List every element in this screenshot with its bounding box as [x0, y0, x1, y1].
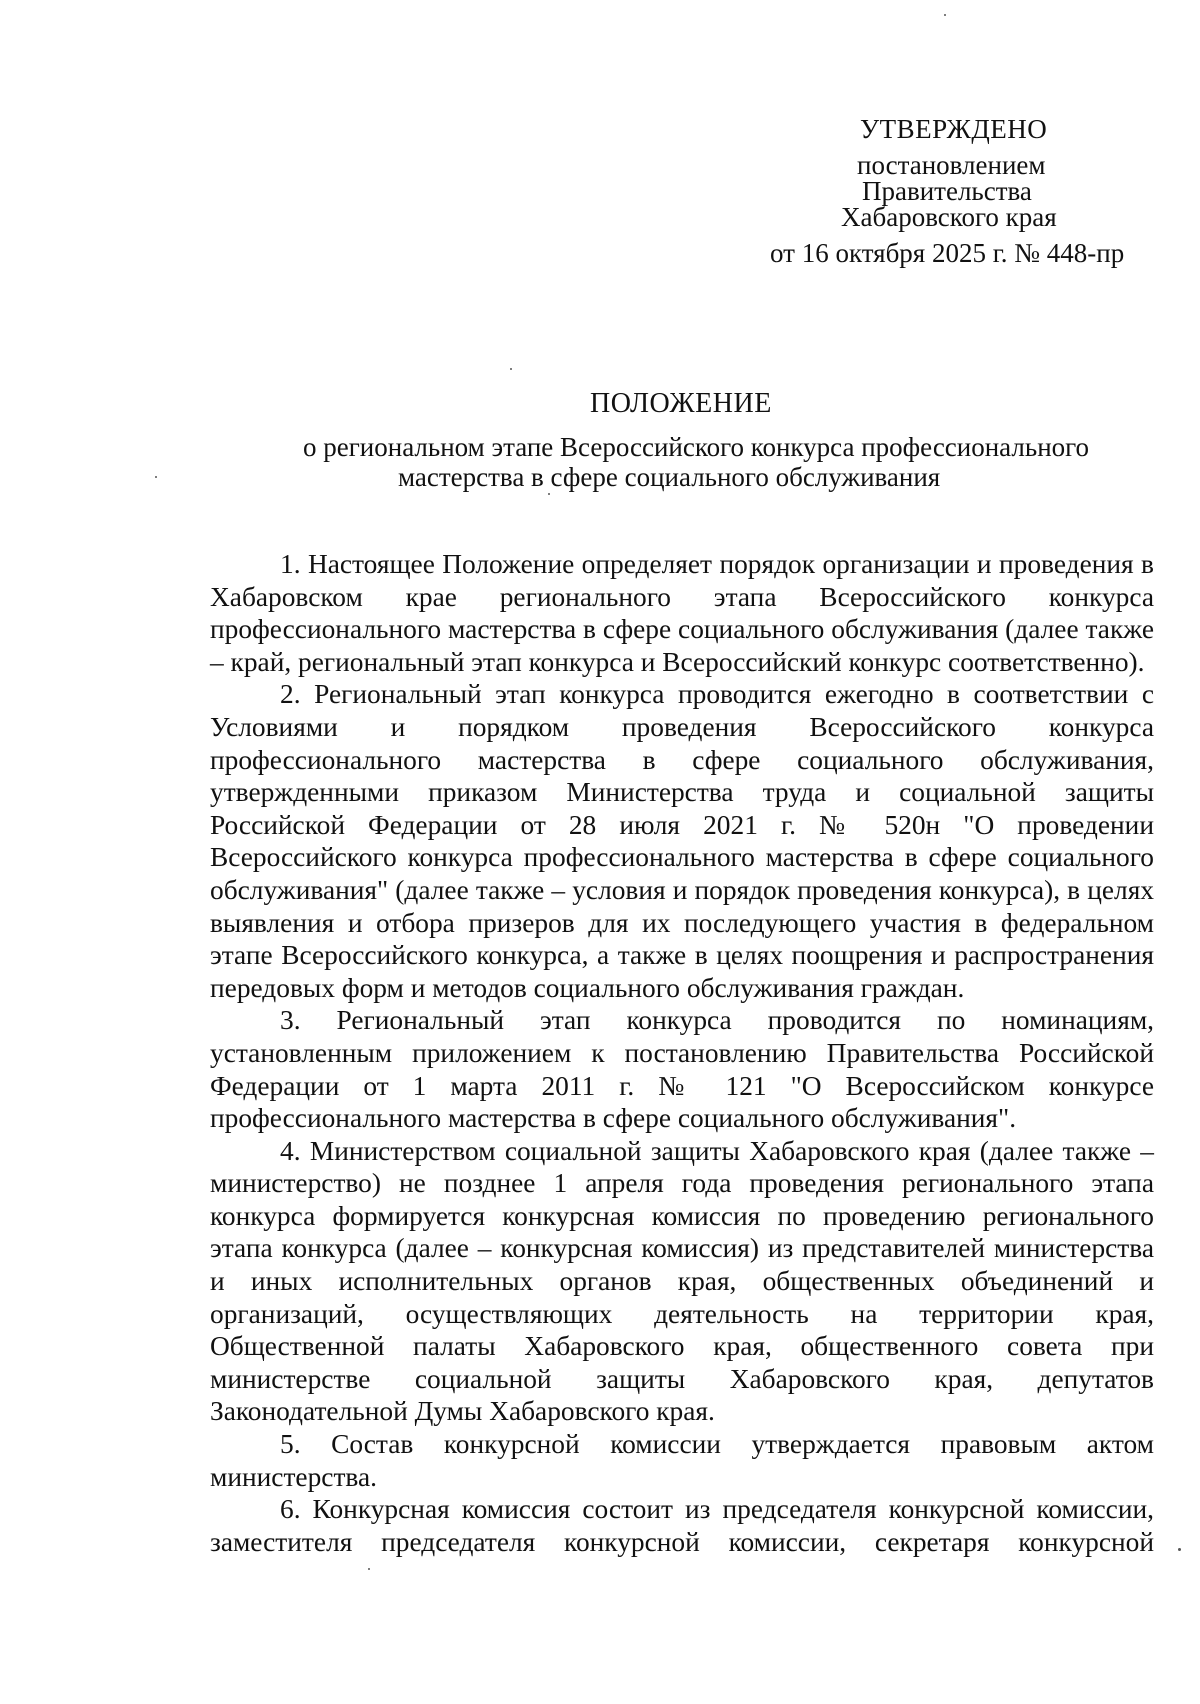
document-subtitle-line-2: мастерства в сфере социального обслуживания: [398, 462, 941, 492]
approval-heading: УТВЕРЖДЕНО: [860, 114, 1048, 144]
approval-line-4: от 16 октября 2025 г. № 448-пр: [770, 238, 1125, 268]
paragraph-6: 6. Конкурсная комиссия состоит из председателя конкурсной комиссии, заместителя председателя конкурсной комиссии, секретаря конкурсной: [210, 1494, 1154, 1557]
document-body: [210, 548, 1154, 1558]
approval-line-3: Хабаровского края: [841, 202, 1057, 232]
paragraph-5: 5. Состав конкурсной комиссии утверждается правовым актом министерства.: [210, 1429, 1154, 1492]
paragraph-1: 1. Настоящее Положение определяет порядок организации и проведения в Хабаровском крае регионального этапа Всероссийского конкурса профессионального мастерства в сфере социального обслуживания (далее также – край, региональный этап конкурса и Всероссийский конкурс соответственно).: [210, 549, 1154, 677]
paragraph-3: 3. Региональный этап конкурса проводится по номинациям, установленным приложением к постановлению Правительства Российской Федерации от 1 марта 2011 г. № 121 "О Всероссийском конкурсе профессионального мастерства в сфере социального обслуживания".: [210, 1005, 1154, 1134]
document-subtitle-line-1: о региональном этапе Всероссийского конкурса профессионального: [303, 432, 1090, 462]
document-title: ПОЛОЖЕНИЕ: [590, 388, 772, 419]
paragraph-2: 2. Региональный этап конкурса проводится ежегодно в соответствии с Условиями и порядком проведения Всероссийского конкурса профессионального мастерства в сфере социального обслуживания, утвержденными приказом Министерства труда и социальной защиты Российской Федерации от 28 июля 2021 г. № 520н "О проведении Всероссийского конкурса профессионального мастерства в сфере социального обслуживания" (далее также – условия и порядок проведения конкурса), в целях выявления и отбора призеров для их последующего участия в федеральном этапе Всероссийского конкурса, а также в целях поощрения и распространения передовых форм и методов социального обслуживания граждан.: [210, 679, 1154, 1003]
approval-line-1: постановлением: [857, 150, 1046, 180]
approval-line-2: Правительства: [862, 176, 1032, 206]
paragraph-4: 4. Министерством социальной защиты Хабаровского края (далее также – министерство) не позднее 1 апреля года проведения регионального этапа конкурса формируется конкурсная комиссия по проведению регионального этапа конкурса (далее – конкурсная комиссия) из представителей министерства и иных исполнительных органов края, общественных объединений и организаций, осуществляющих деятельность на территории края, Общественной палаты Хабаровского края, общественного совета при министерстве социальной защиты Хабаровского края, депутатов Законодательной Думы Хабаровского края.: [210, 1135, 1154, 1427]
